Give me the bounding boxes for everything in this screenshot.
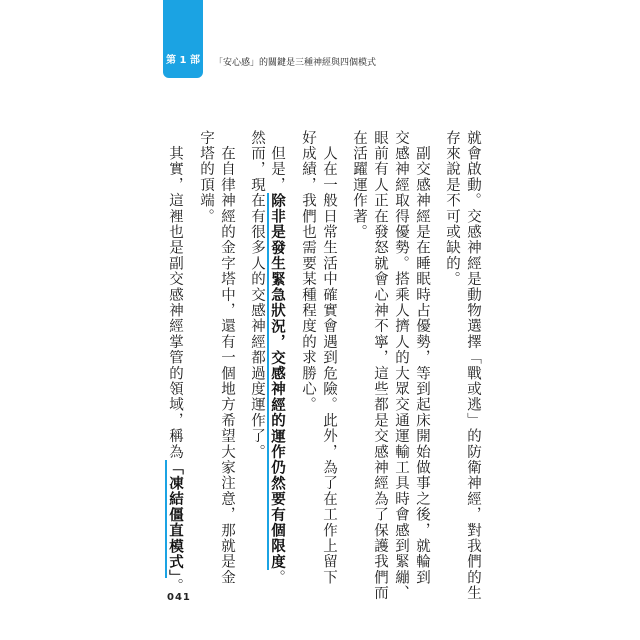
text-column-2: 存來說是不可或缺的。	[444, 130, 460, 287]
text-column-6: 在活躍運作著。	[351, 130, 367, 240]
column-9-tail: 。	[269, 569, 285, 586]
text-column-9	[267, 130, 288, 586]
term-highlight: 「凍結僵直模式」	[167, 459, 184, 579]
text-column-5: 眼前有人正在發怒就會心神不寧，這些都是交感神經為了保護我們而	[372, 130, 388, 601]
page-number: 041	[167, 592, 191, 603]
emphasis-highlight: 除非是發生緊急狀況，交感神經的運作仍然要有個限度	[269, 192, 286, 570]
column-9-lead: 但是，	[269, 130, 285, 193]
text-column-3: 副交感神經是在睡眠時占優勢，等到起床開始做事之後，就輪到	[414, 130, 430, 586]
text-column-13	[165, 130, 186, 594]
running-head: 「安心感」的關鍵是三種神經與四個模式	[214, 58, 377, 68]
column-13-tail: 。	[167, 578, 183, 594]
text-column-11: 在自律神經的金字塔中，還有一個地方希望大家注意，那就是金	[219, 130, 235, 586]
text-column-1: 就會啟動。交感神經是動物選擇「戰或逃」的防衛神經，對我們的生	[465, 130, 481, 601]
text-column-4: 交感神經取得優勢。搭乘人擠人的大眾交通運輸工具時會感到緊繃、	[393, 130, 409, 601]
text-column-8: 好成績，我們也需要某種程度的求勝心。	[300, 130, 316, 413]
text-column-7: 人在一般日常生活中確實會遇到危險。此外，為了在工作上留下	[321, 130, 337, 586]
column-13-lead: 其實，這裡也是副交感神經掌管的領域，稱為	[167, 130, 183, 460]
text-column-10: 然而，現在有很多人的交感神經都過度運作了。	[249, 130, 265, 460]
text-column-12: 字塔的頂端。	[198, 130, 214, 225]
chapter-label: 第 1 部	[166, 55, 200, 66]
chapter-tab	[163, 0, 203, 78]
